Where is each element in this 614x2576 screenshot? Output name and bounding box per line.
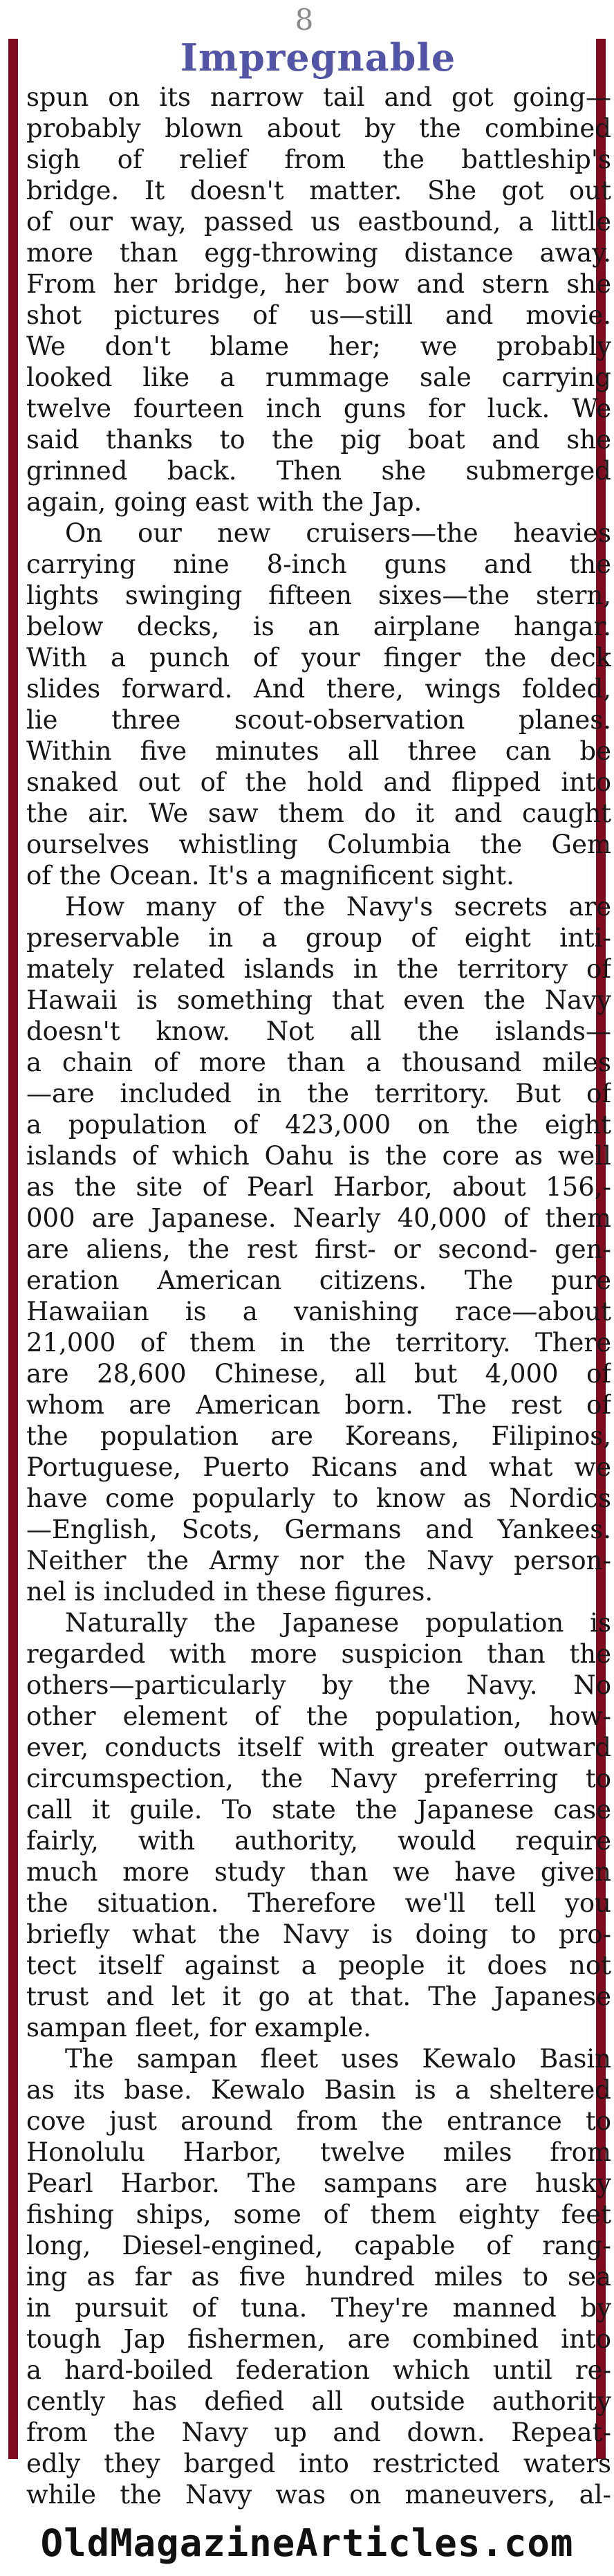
article-line: edly they barged into restricted waters xyxy=(26,2449,611,2478)
article-line: nel is included in these figures. xyxy=(26,1577,434,1607)
article-line: while the Navy was on maneuvers, al- xyxy=(26,2480,611,2510)
article-line: The sampan fleet uses Kewalo Basin xyxy=(65,2044,611,2074)
article-line: a hard-boiled federation which until re- xyxy=(26,2355,611,2385)
article-line: long, Diesel-engined, capable of rang- xyxy=(26,2231,611,2260)
article-line: Portuguese, Puerto Ricans and what we xyxy=(26,1452,611,1482)
article-line: from the Navy up and down. Repeat- xyxy=(26,2418,611,2447)
article-line: regarded with more suspicion than the xyxy=(26,1639,611,1669)
article-line: briefly what the Navy is doing to pro- xyxy=(26,1919,611,1949)
article-line: much more study than we have given xyxy=(26,1857,611,1887)
article-line: fishing ships, some of them eighty feet xyxy=(26,2200,611,2229)
article-line: —are included in the territory. But of xyxy=(26,1079,611,1108)
article-line: 000 are Japanese. Nearly 40,000 of them xyxy=(26,1203,611,1233)
article-body xyxy=(26,82,611,2510)
article-line: How many of the Navy's secrets are xyxy=(65,892,611,922)
article-line: again, going east with the Jap. xyxy=(26,487,422,517)
article-line: With a punch of your finger the deck xyxy=(26,643,611,673)
article-line: in pursuit of tuna. They're manned by xyxy=(26,2293,611,2323)
article-line: circumspection, the Navy preferring to xyxy=(26,1764,611,1793)
article-line: probably blown about by the combined xyxy=(26,113,611,143)
page-number: 8 xyxy=(295,3,314,37)
article-line: Neither the Army nor the Navy person- xyxy=(26,1546,611,1575)
article-line: call it guile. To state the Japanese case xyxy=(26,1795,611,1825)
article-line: doesn't know. Not all the islands— xyxy=(26,1016,611,1046)
article-line: grinned back. Then she submerged xyxy=(26,456,611,486)
article-line: carrying nine 8-inch guns and the xyxy=(26,549,611,579)
article-line: tough Jap fishermen, are combined into xyxy=(26,2324,611,2354)
article-line: the air. We saw them do it and caught xyxy=(26,798,611,828)
article-line: are 28,600 Chinese, all but 4,000 of xyxy=(26,1359,611,1389)
article-line: lights swinging fifteen sixes—the stern, xyxy=(26,581,611,610)
article-line: Pearl Harbor. The sampans are husky xyxy=(26,2168,611,2198)
article-line: snaked out of the hold and flipped into xyxy=(26,767,611,797)
article-line: others—particularly by the Navy. No xyxy=(26,1670,611,1700)
article-line: preservable in a group of eight inti- xyxy=(26,923,611,953)
article-line: mately related islands in the territory of xyxy=(26,954,611,984)
article-line: ever, conducts itself with greater outward xyxy=(26,1733,611,1762)
article-line: islands of which Oahu is the core as well xyxy=(26,1141,611,1171)
article-line: more than egg-throwing distance away. xyxy=(26,238,611,268)
article-line: bridge. It doesn't matter. She got out xyxy=(26,176,611,205)
article-line: are aliens, the rest first- or second- gen- xyxy=(26,1234,611,1264)
article-line: as its base. Kewalo Basin is a sheltered xyxy=(26,2075,611,2105)
footer-brand: OldMagazineArticles.com xyxy=(40,2521,574,2565)
article-line: Within five minutes all three can be xyxy=(26,736,611,766)
article-line: Hawaiian is a vanishing race—about xyxy=(26,1297,611,1326)
article-line: the population are Koreans, Filipinos, xyxy=(26,1421,611,1451)
article-line: —English, Scots, Germans and Yankees. xyxy=(26,1515,611,1544)
article-line: From her bridge, her bow and stern she xyxy=(26,269,611,299)
article-line: fairly, with authority, would require xyxy=(26,1826,611,1856)
article-line: have come popularly to know as Nordics xyxy=(26,1483,611,1513)
article-line: ing as far as five hundred miles to sea xyxy=(26,2262,611,2292)
article-line: whom are American born. The rest of xyxy=(26,1390,611,1420)
article-line: eration American citizens. The pure xyxy=(26,1266,611,1295)
article-line: lie three scout-observation planes. xyxy=(26,705,611,735)
article-line: trust and let it go at that. The Japanese xyxy=(26,1982,611,2011)
article-line: sigh of relief from the battleship's xyxy=(26,145,611,174)
article-line: We don't blame her; we probably xyxy=(26,331,611,361)
article-line: sampan fleet, for example. xyxy=(26,2013,371,2043)
article-title: Impregnable xyxy=(180,35,456,80)
article-line: Naturally the Japanese population is xyxy=(65,1608,611,1638)
article-line: as the site of Pearl Harbor, about 156,- xyxy=(26,1172,611,1202)
article-line: of our way, passed us eastbound, a little xyxy=(26,207,611,237)
article-line: tect itself against a people it does not xyxy=(26,1951,611,1980)
article-line: the situation. Therefore we'll tell you xyxy=(26,1888,611,1918)
article-line: slides forward. And there, wings folded, xyxy=(26,674,611,704)
article-line: cove just around from the entrance to xyxy=(26,2106,611,2136)
article-line: 21,000 of them in the territory. There xyxy=(26,1328,611,1358)
article-line: below decks, is an airplane hangar. xyxy=(26,612,611,641)
article-line: looked like a rummage sale carrying xyxy=(26,363,611,392)
article-line: said thanks to the pig boat and she xyxy=(26,425,611,455)
article-line: twelve fourteen inch guns for luck. We xyxy=(26,394,611,423)
article-line: of the Ocean. It's a magnificent sight. xyxy=(26,861,514,890)
article-line: a chain of more than a thousand miles xyxy=(26,1048,611,1077)
article-line: other element of the population, how- xyxy=(26,1701,611,1731)
article-line: spun on its narrow tail and got going— xyxy=(26,82,611,112)
article-line: ourselves whistling Columbia the Gem xyxy=(26,830,611,859)
article-line: cently has defied all outside authority xyxy=(26,2386,611,2416)
article-line: a population of 423,000 on the eight xyxy=(26,1110,611,1140)
article-line: On our new cruisers—the heavies xyxy=(65,518,611,548)
article-line: Hawaii is something that even the Navy xyxy=(26,985,611,1015)
article-line: Honolulu Harbor, twelve miles from xyxy=(26,2137,611,2167)
left-border-bar xyxy=(8,39,18,2459)
article-line: shot pictures of us—still and movie. xyxy=(26,300,611,330)
